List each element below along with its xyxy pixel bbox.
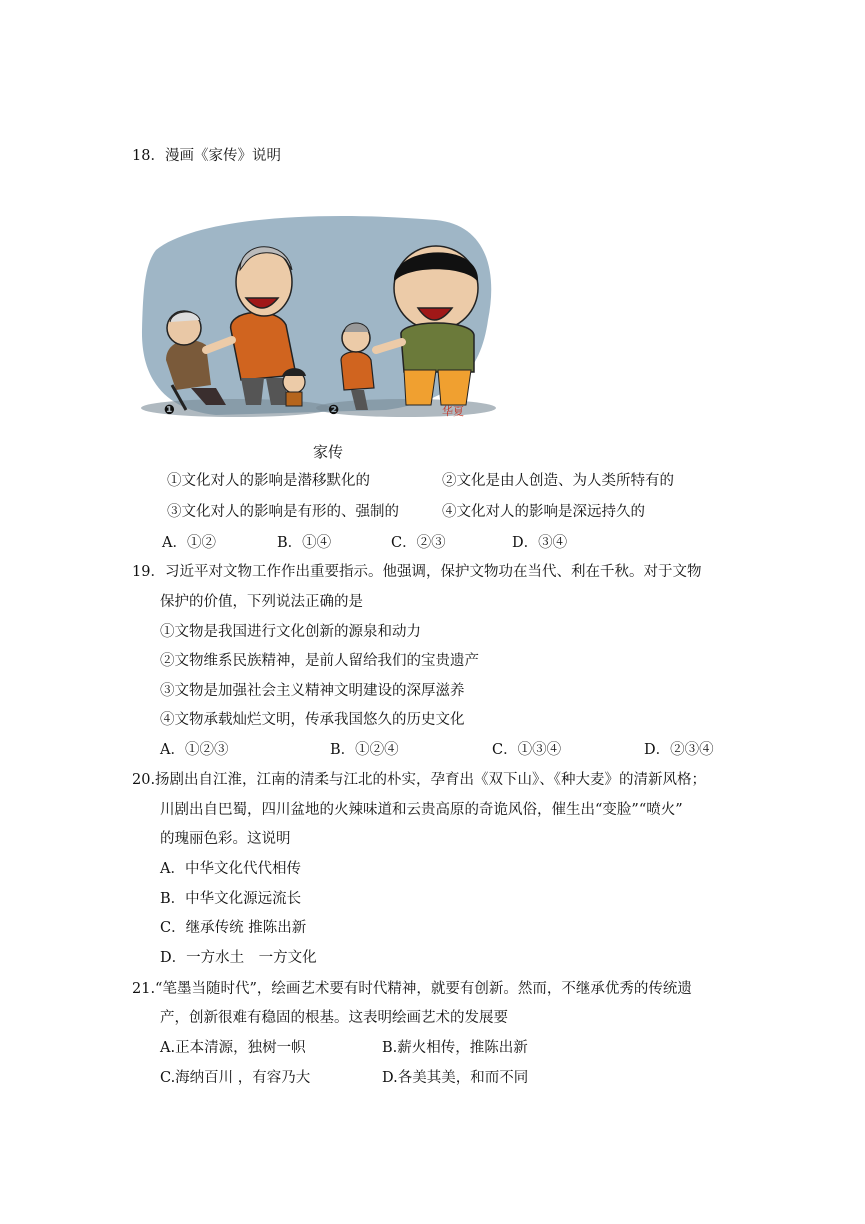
q19-statement-2: ②文物维系民族精神，是前人留给我们的宝贵遗产 — [160, 653, 479, 669]
q18-statement-4: ④文化对人的影响是深远持久的 — [442, 504, 645, 520]
q20-option-b[interactable]: B．中华文化源远流长 — [160, 891, 302, 907]
q21-option-d[interactable]: D.各美其美，和而不同 — [382, 1070, 529, 1086]
q20-stem-line-2: 川剧出自巴蜀，四川盆地的火辣味道和云贵高原的奇诡风俗，催生出“变脸”“喷火” — [160, 802, 683, 818]
q19-option-b[interactable]: B．①②④ — [330, 742, 399, 758]
q18-stem: 18．漫画《家传》说明 — [132, 148, 281, 164]
q19-option-d[interactable]: D．②③④ — [644, 742, 714, 758]
q21-stem-line-2: 产，创新很难有稳固的根基。这表明绘画艺术的发展要 — [160, 1010, 508, 1026]
q20-stem-line-1: 20.扬剧出自江淮，江南的清柔与江北的朴实，孕育出《双下山》、《种大麦》的清新风格； — [132, 772, 707, 788]
q19-statement-1: ①文物是我国进行文化创新的源泉和动力 — [160, 624, 421, 640]
q19-statement-4: ④文物承载灿烂文明，传承我国悠久的历史文化 — [160, 712, 465, 728]
q21-option-c[interactable]: C.海纳百川 ，有容乃大 — [160, 1070, 311, 1086]
q19-stem-line-1: 19．习近平对文物工作作出重要指示。他强调，保护文物功在当代、利在千秋。对于文物 — [132, 564, 702, 580]
q20-option-d[interactable]: D．一方水土 一方文化 — [160, 950, 317, 966]
q19-option-c[interactable]: C．①③④ — [492, 742, 562, 758]
q19-statement-3: ③文物是加强社会主义精神文明建设的深厚滋养 — [160, 683, 465, 699]
artist-signature: 华夏 — [442, 405, 464, 418]
q18-option-c[interactable]: C．②③ — [391, 535, 446, 551]
q18-option-b[interactable]: B．①④ — [277, 535, 332, 551]
q21-option-b[interactable]: B.薪火相传，推陈出新 — [382, 1040, 528, 1056]
q18-statement-3: ③文化对人的影响是有形的、强制的 — [167, 504, 399, 520]
q18-option-d[interactable]: D．③④ — [512, 535, 568, 551]
cartoon-caption: 家传 — [313, 443, 344, 461]
q20-option-c[interactable]: C．继承传统 推陈出新 — [160, 920, 307, 936]
q21-stem-line-1: 21.“笔墨当随时代”，绘画艺术要有时代精神，就要有创新。然而，不继承优秀的传统遗 — [132, 981, 692, 997]
q18-statement-1: ①文化对人的影响是潜移默化的 — [167, 473, 370, 489]
q19-option-a[interactable]: A．①②③ — [160, 742, 229, 758]
q18-statement-2: ②文化是由人创造、为人类所特有的 — [442, 473, 674, 489]
q19-stem-line-2: 保护的价值，下列说法正确的是 — [160, 594, 363, 610]
q20-stem-line-3: 的瑰丽色彩。这说明 — [160, 831, 291, 847]
q21-option-a[interactable]: A.正本清源，独树一帜 — [160, 1040, 306, 1056]
panel-1-label: ❶ — [164, 403, 176, 418]
cartoon-image — [136, 210, 498, 432]
panel-2-label: ❷ — [328, 403, 340, 418]
q18-option-a[interactable]: A．①② — [162, 535, 216, 551]
q20-option-a[interactable]: A．中华文化代代相传 — [160, 861, 301, 877]
